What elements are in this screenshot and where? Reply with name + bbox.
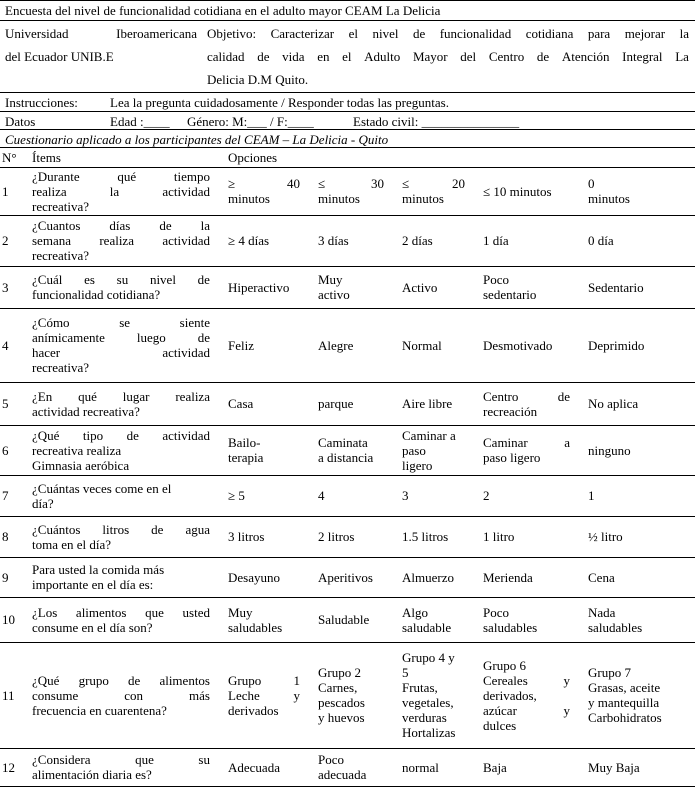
row-number: 5 (2, 396, 9, 411)
row-number: 10 (2, 612, 15, 627)
option-cell: Almuerzo (402, 569, 454, 585)
question-text: ¿Los alimentos que usted consume en el día son? (32, 604, 210, 635)
option-cell: Desmotivado (483, 337, 553, 353)
table-row (0, 167, 695, 215)
row-number: 2 (2, 233, 9, 248)
option-cell: ≤ 20 minutos (402, 176, 465, 206)
table-row (0, 557, 695, 597)
edad-field: Edad :____ (110, 114, 170, 129)
option-cell: Aperitivos (318, 569, 373, 585)
genero-field: Género: M:___ / F:____ (187, 114, 314, 129)
option-cell: 3 litros (228, 529, 265, 544)
estado-civil-field: Estado civil: _______________ (353, 114, 520, 129)
option-cell: Grupo 2 Carnes, pescados y huevos (318, 665, 365, 725)
header-num: N° (0, 148, 30, 167)
option-cell: Aire libre (402, 396, 453, 411)
question-text: ¿Cómo se siente anímicamente luego de hacer actividad recreativa? (32, 315, 210, 375)
option-cell: Caminar a paso ligero (483, 435, 570, 465)
table-body (0, 167, 695, 786)
table-row (0, 516, 695, 557)
header-items: Ítems (30, 148, 226, 167)
option-cell: Grupo 1 Leche y derivados (228, 672, 300, 718)
option-cell: Grupo 6 Cereales y derivados, azúcar y dulces (483, 657, 570, 733)
option-cell: Muy Baja (588, 759, 640, 775)
option-cell: Muy saludables (228, 604, 283, 635)
option-cell: Bailo- terapia (228, 435, 264, 465)
table-row (0, 308, 695, 382)
questionnaire-note: Cuestionario aplicado a los participantes del CEAM – La Delicia - Quito (0, 130, 695, 148)
option-cell: 0 día (588, 233, 614, 248)
row-number: 4 (2, 337, 9, 353)
row-number: 8 (2, 529, 9, 544)
option-cell: Deprimido (588, 337, 645, 353)
university-name: Universidad Iberoamericana del Ecuador UNIB.E (5, 26, 197, 64)
question-text: Para usted la comida más importante en el día es: (32, 562, 165, 592)
row-number: 12 (2, 759, 15, 775)
option-cell: Nada saludables (588, 604, 643, 635)
row-number: 9 (2, 569, 9, 585)
option-cell: Grupo 7 Grasas, aceite y mantequilla Carbohidratos (588, 665, 662, 725)
option-cell: ≤ 30 minutos (318, 176, 384, 206)
header-row (0, 21, 695, 93)
question-text: ¿Cuál es su nivel de funcionalidad cotidiana? (32, 272, 210, 302)
question-text: ¿Qué grupo de alimentos consume con más frecuencia en cuarentena? (32, 672, 210, 718)
table-header-row (0, 148, 695, 167)
datos-label: Datos (5, 114, 36, 129)
option-cell: ninguno (588, 442, 631, 458)
option-cell: Merienda (483, 569, 533, 585)
option-cell: Casa (228, 396, 254, 411)
option-cell: 0 minutos (588, 176, 630, 206)
question-text: ¿En qué lugar realiza actividad recreativa? (32, 388, 210, 419)
option-cell: parque (318, 396, 354, 411)
option-cell: 1 día (483, 233, 509, 248)
question-text: ¿Cuántos litros de agua toma en el día? (32, 521, 210, 552)
question-text: ¿Qué tipo de actividad recreativa realiza Gimnasia aeróbica (32, 427, 210, 473)
option-cell: Hiperactivo (228, 279, 290, 295)
option-cell: Saludable (318, 612, 370, 627)
option-cell: Sedentario (588, 279, 644, 295)
option-cell: Poco saludables (483, 604, 538, 635)
option-cell: 2 (483, 488, 490, 503)
option-cell: ≤ 10 minutos (483, 183, 552, 199)
table-row (0, 382, 695, 425)
row-number: 11 (2, 687, 15, 703)
row-number: 1 (2, 183, 9, 199)
table-row (0, 425, 695, 475)
question-text: ¿Considera que su alimentación diaria es? (32, 752, 210, 782)
option-cell: Feliz (228, 337, 254, 353)
option-cell: No aplica (588, 396, 639, 411)
option-cell: Caminar a paso ligero (402, 427, 456, 473)
option-cell: ≥ 4 días (228, 233, 270, 248)
instructions-row (0, 93, 695, 112)
option-cell: Normal (402, 337, 442, 353)
option-cell: Adecuada (228, 759, 280, 775)
instructions-text: Lea la pregunta cuidadosamente / Responder todas las preguntas. (110, 95, 449, 110)
table-row (0, 748, 695, 786)
option-cell: 3 (402, 488, 409, 503)
option-cell: Centro de recreación (483, 388, 570, 419)
option-cell: Grupo 4 y 5 Frutas, vegetales, verduras Hortalizas (402, 650, 456, 740)
row-number: 3 (2, 279, 9, 295)
option-cell: 4 (318, 488, 325, 503)
option-cell: 1 litro (483, 529, 515, 544)
option-cell: 1 (588, 488, 595, 503)
table-row (0, 597, 695, 642)
option-cell: ≥ 40 minutos (228, 176, 300, 206)
survey-title: Encuesta del nivel de funcionalidad cotidiana en el adulto mayor CEAM La Delicia (0, 0, 695, 21)
option-cell: Algo saludable (402, 604, 452, 635)
row-number: 6 (2, 442, 9, 458)
question-text: ¿Cuantos días de la semana realiza actividad recreativa? (32, 218, 210, 263)
table-row (0, 266, 695, 308)
option-cell: Poco adecuada (318, 752, 367, 782)
option-cell: normal (402, 759, 439, 775)
option-cell: ½ litro (588, 529, 623, 544)
option-cell: Activo (402, 279, 438, 295)
question-text: ¿Durante qué tiempo realiza la actividad recreativa? (32, 168, 210, 214)
table-row (0, 475, 695, 516)
personal-data-row (0, 112, 695, 130)
option-cell: Poco sedentario (483, 272, 537, 302)
option-cell: Desayuno (228, 569, 280, 585)
table-row (0, 642, 695, 748)
option-cell: Caminata a distancia (318, 435, 374, 465)
option-cell: Alegre (318, 337, 354, 353)
header-options: Opciones (226, 148, 695, 167)
option-cell: Baja (483, 759, 507, 775)
option-cell: 1.5 litros (402, 529, 449, 544)
option-cell: Muy activo (318, 272, 350, 302)
table-row (0, 215, 695, 266)
questionnaire-table (0, 148, 695, 787)
option-cell: Cena (588, 569, 615, 585)
instructions-label: Instrucciones: (5, 95, 78, 110)
question-text: ¿Cuántas veces come en el día? (32, 480, 172, 511)
option-cell: 2 litros (318, 529, 355, 544)
option-cell: 2 días (402, 233, 433, 248)
option-cell: ≥ 5 (228, 488, 245, 503)
row-number: 7 (2, 488, 9, 503)
option-cell: 3 días (318, 233, 349, 248)
objective-text: Objetivo: Caracterizar el nivel de funcionalidad cotidiana para mejorar la calidad de vida en el Adulto Mayor del Centro de Atención Integral La Delicia D.M Quito. (207, 26, 689, 87)
